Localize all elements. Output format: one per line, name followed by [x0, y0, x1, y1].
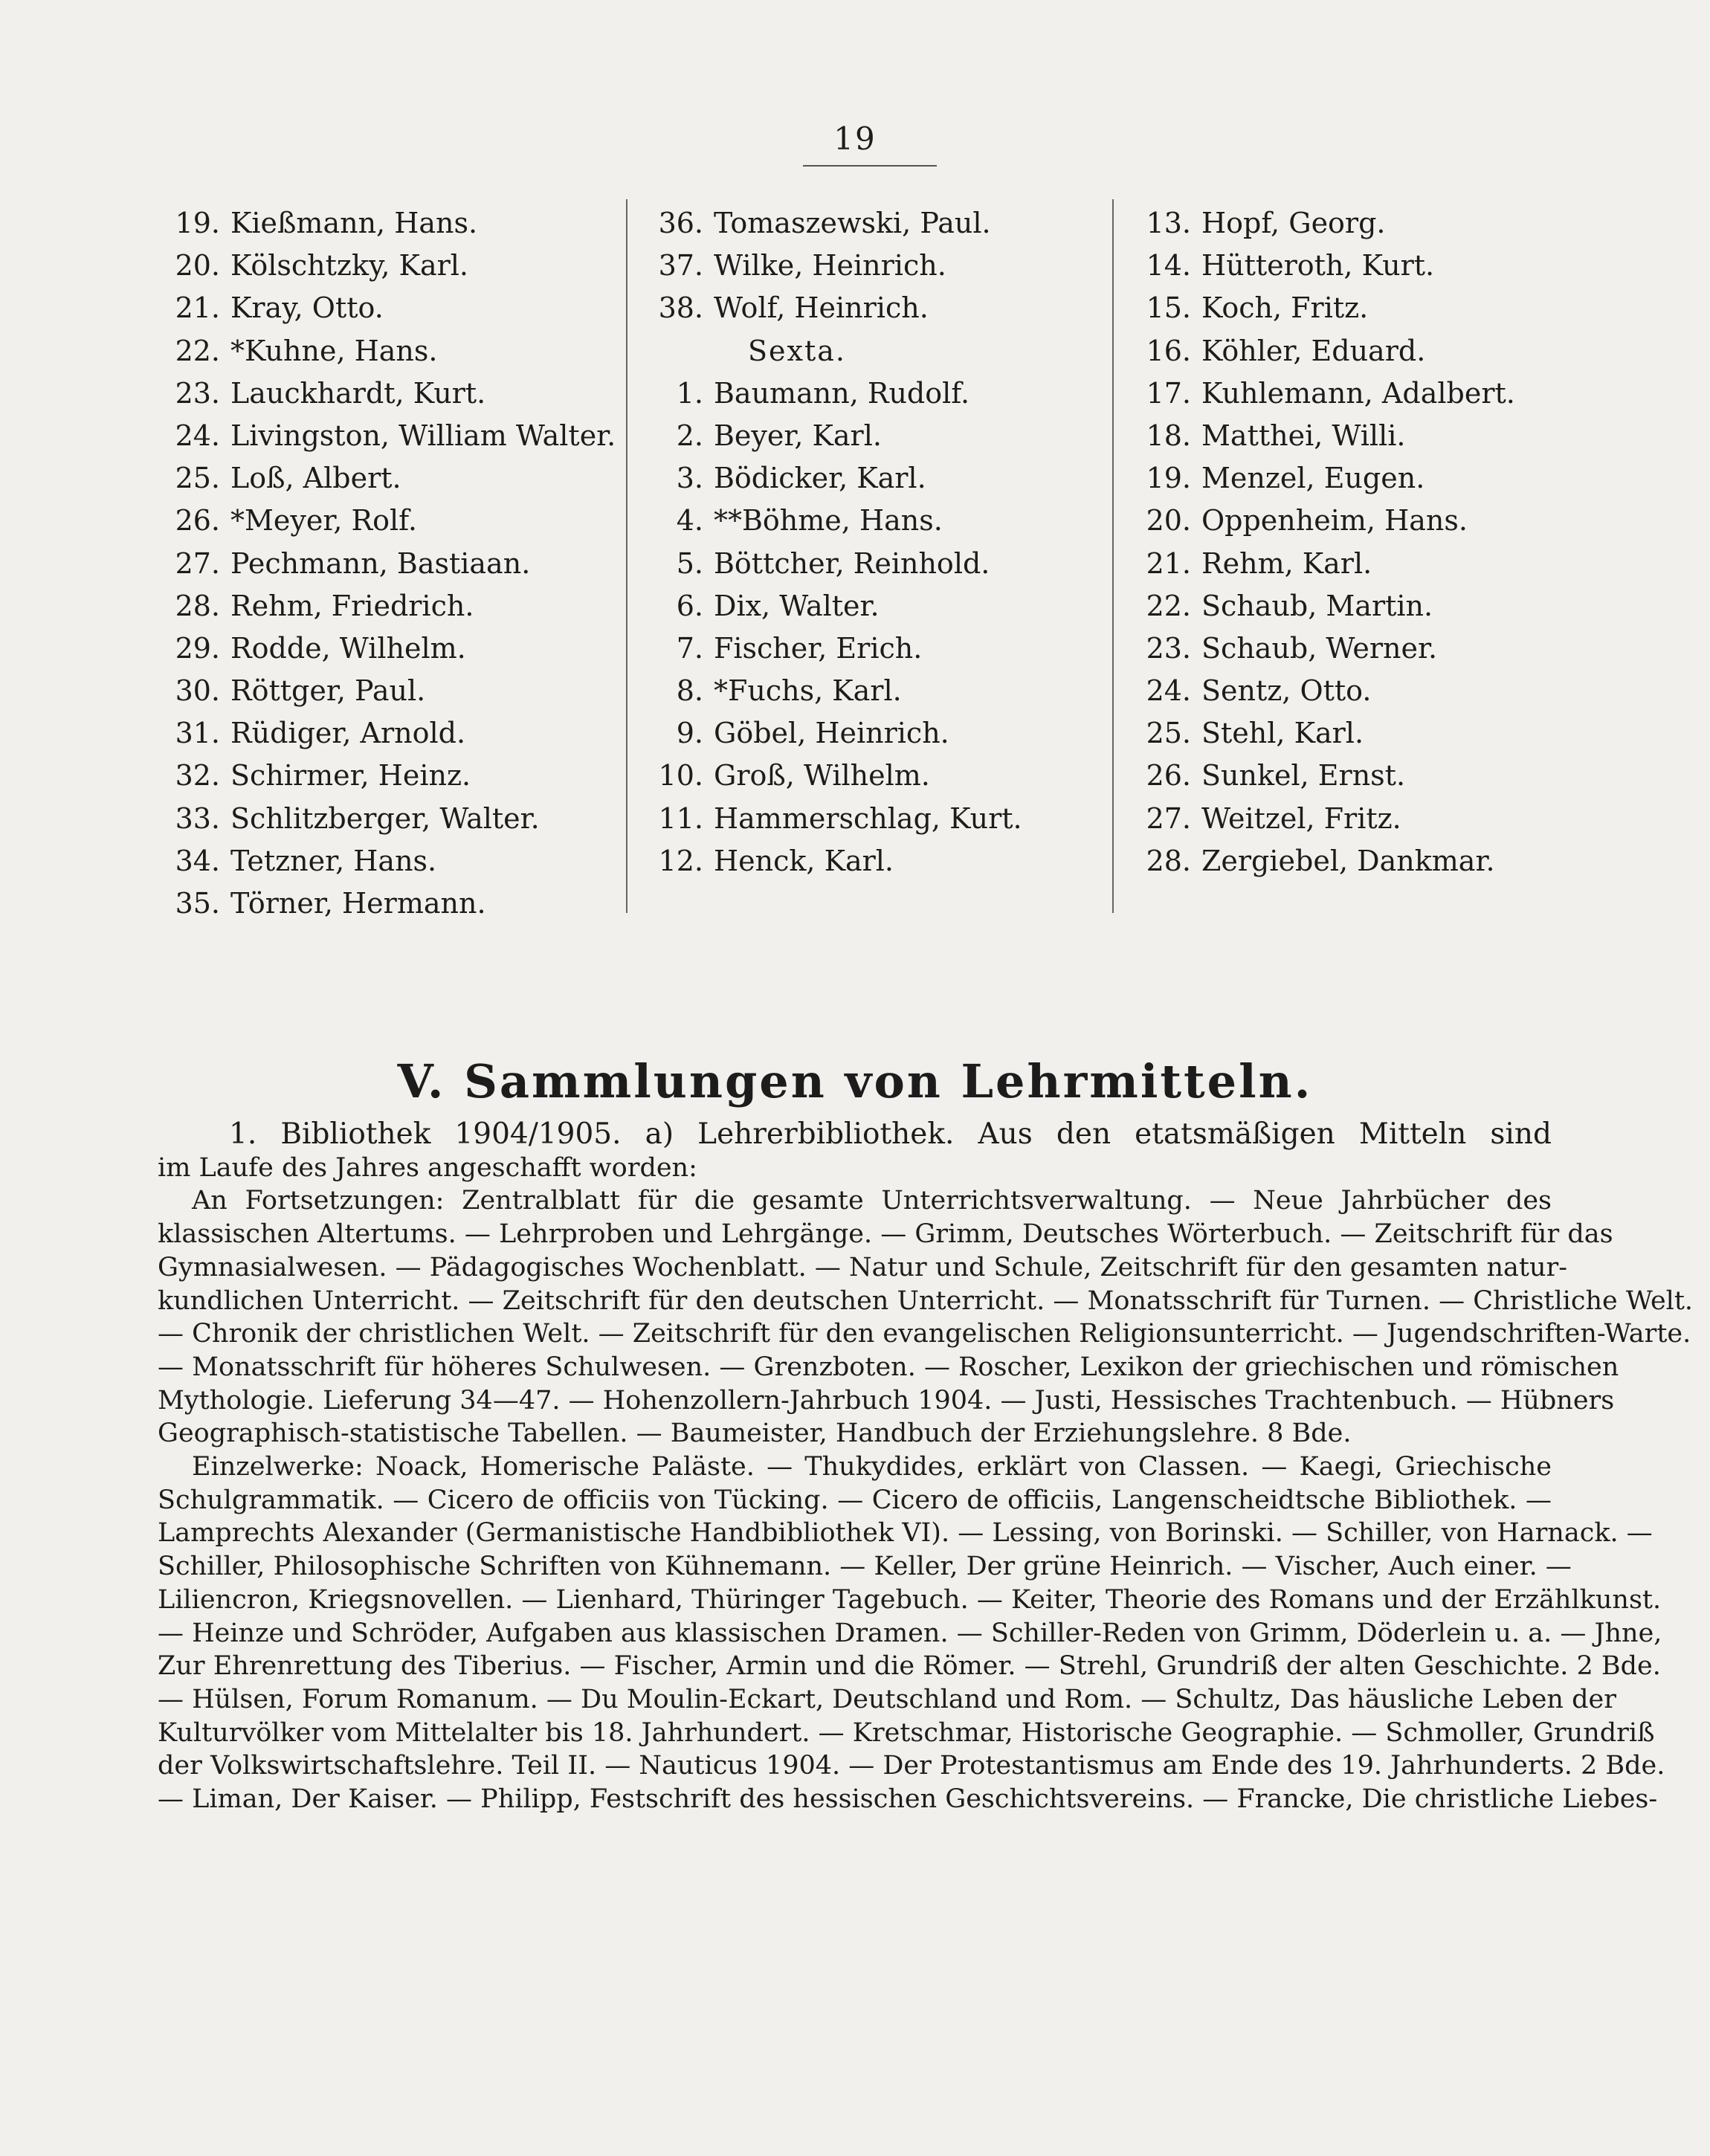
roster-entry	[158, 415, 633, 457]
roster-entry-number: 35.	[175, 887, 220, 920]
roster-entry	[158, 712, 633, 755]
roster-entry-number: 17.	[1146, 376, 1191, 410]
roster-entry-name: Zergiebel, Dankmar.	[1201, 844, 1495, 877]
roster-entry-name: Wilke, Heinrich.	[714, 249, 946, 283]
roster-entry-name: Dix, Walter.	[714, 589, 880, 622]
roster-entry-number: 20.	[1146, 504, 1191, 538]
body-text-line: im Laufe des Jahres angeschafft worden:	[158, 1152, 697, 1183]
roster-entry	[1129, 840, 1604, 882]
body-text-line: Einzelwerke: Noack, Homerische Paläste. — Thukydides, erklärt von Classen. — Kaegi, Griechische	[192, 1452, 1552, 1482]
page-number-rule	[803, 165, 937, 167]
roster-entry-name: *Kuhne, Hans.	[230, 334, 438, 367]
roster-entry-number: 21.	[175, 291, 220, 325]
roster-entry-number: 8.	[676, 674, 703, 708]
roster-entry-number: 19.	[1146, 462, 1191, 495]
roster-entry	[158, 202, 633, 245]
body-text-line: der Volkswirtschaftslehre. Teil II. — Nauticus 1904. — Der Protestantismus am Ende des 19. Jahrhunderts. 2 Bde.	[158, 1751, 1665, 1781]
roster-entry-name: Bödicker, Karl.	[714, 462, 926, 495]
roster-entry	[1129, 457, 1604, 500]
roster-entry	[641, 287, 1117, 329]
page-number: 19	[833, 120, 877, 157]
roster-entry	[641, 840, 1117, 882]
body-text-line: — Liman, Der Kaiser. — Philipp, Festschrift des hessischen Geschichtsvereins. — Francke, Die christliche Liebes-	[158, 1784, 1658, 1815]
body-text-line: Lamprechts Alexander (Germanistische Handbibliothek VI). — Lessing, von Borinski. — Schiller, von Harnack. —	[158, 1518, 1653, 1549]
body-text-line: Schulgrammatik. — Cicero de officiis von Tücking. — Cicero de officiis, Langenscheidtsche Bibliothek. —	[158, 1485, 1552, 1515]
roster-entry-number: 16.	[1146, 334, 1191, 367]
roster-entry-number: 30.	[175, 674, 220, 708]
roster-entry-number: 15.	[1146, 291, 1191, 325]
roster-entry	[641, 500, 1117, 542]
roster-entry	[158, 627, 633, 670]
roster-entry	[641, 627, 1117, 670]
class-heading-sexta: Sexta.	[748, 334, 846, 367]
roster-entry	[1129, 627, 1604, 670]
roster-entry-name: Baumann, Rudolf.	[714, 376, 970, 410]
roster-entry-number: 36.	[658, 207, 703, 239]
roster-entry-name: Röttger, Paul.	[230, 674, 426, 708]
roster-entry-number: 10.	[658, 759, 703, 793]
roster-entry	[1129, 798, 1604, 840]
roster-entry-number: 23.	[175, 376, 220, 410]
body-text-line: — Heinze und Schröder, Aufgaben aus klassischen Dramen. — Schiller-Reden von Grimm, Döderlein u. a. — Jhne,	[158, 1618, 1662, 1648]
roster-entry-name: Kießmann, Hans.	[230, 207, 478, 239]
roster-entry-name: Schlitzberger, Walter.	[230, 801, 540, 835]
roster-entry	[158, 287, 633, 329]
body-text-line: Schiller, Philosophische Schriften von Kühnemann. — Keller, Der grüne Heinrich. — Vischer, Auch einer. —	[158, 1552, 1572, 1582]
roster-entry	[158, 372, 633, 415]
roster-entry-name: Livingston, William Walter.	[230, 419, 616, 452]
section-title: V. Sammlungen von Lehrmitteln.	[397, 1054, 1313, 1108]
roster-entry-name: Groß, Wilhelm.	[714, 759, 930, 793]
roster-entry	[1129, 202, 1604, 245]
roster-entry-name: Rehm, Friedrich.	[230, 589, 474, 622]
roster-column-1	[158, 202, 633, 925]
roster-entry-number: 23.	[1146, 631, 1191, 665]
roster-entry-name: Tomaszewski, Paul.	[714, 207, 991, 239]
roster-entry-number: 28.	[175, 589, 220, 622]
roster-entry-name: Oppenheim, Hans.	[1201, 504, 1468, 538]
body-text-line: — Monatsschrift für höheres Schulwesen. — Grenzboten. — Roscher, Lexikon der griechischen und römischen	[158, 1352, 1619, 1382]
roster-entry-name: Schaub, Werner.	[1201, 631, 1438, 665]
roster-entry-number: 22.	[1146, 589, 1191, 622]
roster-entry-number: 24.	[1146, 674, 1191, 708]
roster-column-3	[1129, 202, 1604, 882]
roster-entry	[641, 202, 1117, 245]
roster-entry-name: Kölschtzky, Karl.	[230, 249, 468, 283]
roster-entry-number: 34.	[175, 844, 220, 877]
roster-entry-number: 21.	[1146, 546, 1191, 580]
roster-entry	[1129, 670, 1604, 712]
roster-entry	[641, 755, 1117, 797]
roster-entry	[158, 245, 633, 287]
roster-entry-name: Rehm, Karl.	[1201, 546, 1372, 580]
roster-entry-number: 5.	[676, 546, 703, 580]
roster-entry-number: 32.	[175, 759, 220, 793]
roster-entry-number: 28.	[1146, 844, 1191, 877]
roster-entry-name: Stehl, Karl.	[1201, 717, 1364, 750]
roster-entry-name: Hopf, Georg.	[1201, 207, 1386, 239]
roster-entry-name: Lauckhardt, Kurt.	[230, 376, 486, 410]
roster-entry-name: Wolf, Heinrich.	[714, 291, 929, 325]
roster-entry-name: Rüdiger, Arnold.	[230, 717, 466, 750]
roster-entry-name: Fischer, Erich.	[714, 631, 923, 665]
roster-entry-number: 13.	[1146, 207, 1191, 239]
roster-entry	[158, 543, 633, 585]
student-roster	[0, 202, 1710, 920]
roster-entry-name: Beyer, Karl.	[714, 419, 882, 452]
roster-entry	[1129, 543, 1604, 585]
roster-entry-name: Sunkel, Ernst.	[1201, 759, 1406, 793]
roster-entry-number: 20.	[175, 249, 220, 283]
body-text-line: Mythologie. Lieferung 34—47. — Hohenzollern-Jahrbuch 1904. — Justi, Hessisches Trachtenbuch. — Hübners	[158, 1385, 1615, 1416]
roster-entry	[158, 457, 633, 500]
roster-entry-number: 26.	[1146, 759, 1191, 793]
roster-entry	[641, 372, 1117, 415]
roster-entry	[641, 415, 1117, 457]
roster-entry-number: 9.	[676, 717, 703, 750]
roster-entry	[158, 670, 633, 712]
roster-entry-number: 25.	[175, 462, 220, 495]
roster-entry-name: Pechmann, Bastiaan.	[230, 546, 531, 580]
roster-entry	[641, 457, 1117, 500]
roster-entry-number: 38.	[658, 291, 703, 325]
roster-entry-name: Koch, Fritz.	[1201, 291, 1369, 325]
roster-entry-name: Rodde, Wilhelm.	[230, 631, 466, 665]
roster-entry-number: 27.	[1146, 801, 1191, 835]
roster-entry-name: Törner, Hermann.	[230, 887, 486, 920]
roster-entry-name: **Böhme, Hans.	[714, 504, 943, 538]
roster-entry-number: 25.	[1146, 717, 1191, 750]
roster-entry-name: Tetzner, Hans.	[230, 844, 437, 877]
roster-entry	[158, 798, 633, 840]
roster-entry-number: 27.	[175, 546, 220, 580]
body-text-line: — Chronik der christlichen Welt. — Zeitschrift für den evangelischen Religionsunterricht. — Jugendschriften-Warte.	[158, 1319, 1691, 1349]
roster-entry-number: 3.	[676, 462, 703, 495]
roster-entry	[1129, 330, 1604, 372]
roster-entry	[1129, 245, 1604, 287]
roster-entry	[158, 882, 633, 925]
roster-entry	[641, 245, 1117, 287]
roster-entry	[641, 798, 1117, 840]
roster-column-2	[641, 202, 1117, 882]
roster-entry-name: Henck, Karl.	[714, 844, 894, 877]
body-text-line: — Hülsen, Forum Romanum. — Du Moulin-Eckart, Deutschland und Rom. — Schultz, Das häusliche Leben der	[158, 1684, 1616, 1714]
roster-entry-name: Weitzel, Fritz.	[1201, 801, 1401, 835]
roster-entry-name: Böttcher, Reinhold.	[714, 546, 990, 580]
roster-entry-number: 2.	[676, 419, 703, 452]
body-text	[158, 1117, 1694, 1816]
roster-column-2-bottom	[641, 372, 1117, 882]
body-text-line: Kulturvölker vom Mittelalter bis 18. Jahrhundert. — Kretschmar, Historische Geographie. — Schmoller, Grundriß	[158, 1717, 1655, 1748]
roster-entry-number: 33.	[175, 801, 220, 835]
roster-entry	[1129, 755, 1604, 797]
roster-entry-number: 19.	[175, 207, 220, 239]
roster-entry-number: 18.	[1146, 419, 1191, 452]
roster-entry-name: *Meyer, Rolf.	[230, 504, 417, 538]
roster-entry-name: Loß, Albert.	[230, 462, 401, 495]
roster-entry-name: Schirmer, Heinz.	[230, 759, 471, 793]
body-text-line: Zur Ehrenrettung des Tiberius. — Fischer, Armin und die Römer. — Strehl, Grundriß der alten Geschichte. 2 Bde.	[158, 1651, 1661, 1682]
roster-entry-name: Menzel, Eugen.	[1201, 462, 1425, 495]
roster-entry-number: 4.	[676, 504, 703, 538]
roster-entry-number: 6.	[676, 589, 703, 622]
roster-entry-number: 1.	[676, 376, 703, 410]
roster-entry-name: Kuhlemann, Adalbert.	[1201, 376, 1515, 410]
roster-entry-number: 31.	[175, 717, 220, 750]
roster-entry-name: Köhler, Eduard.	[1201, 334, 1426, 367]
roster-entry	[641, 670, 1117, 712]
roster-entry-number: 37.	[658, 249, 703, 283]
roster-entry-name: Sentz, Otto.	[1201, 674, 1372, 708]
roster-entry-number: 12.	[658, 844, 703, 877]
roster-entry	[1129, 585, 1604, 627]
body-text-line: Geographisch-statistische Tabellen. — Baumeister, Handbuch der Erziehungslehre. 8 Bde.	[158, 1418, 1352, 1449]
roster-entry	[158, 840, 633, 882]
body-text-line: klassischen Altertums. — Lehrproben und Lehrgänge. — Grimm, Deutsches Wörterbuch. — Zeitschrift für das	[158, 1219, 1613, 1250]
roster-entry	[641, 543, 1117, 585]
roster-entry	[1129, 287, 1604, 329]
roster-entry	[158, 330, 633, 372]
roster-entry-number: 7.	[676, 631, 703, 665]
roster-entry	[1129, 372, 1604, 415]
roster-entry-name: Schaub, Martin.	[1201, 589, 1433, 622]
roster-entry	[1129, 500, 1604, 542]
roster-entry-name: Hütteroth, Kurt.	[1201, 249, 1435, 283]
roster-column-2-top	[641, 202, 1117, 330]
roster-entry	[158, 585, 633, 627]
body-text-line: kundlichen Unterricht. — Zeitschrift für den deutschen Unterricht. — Monatsschrift für Turnen. — Christliche Welt.	[158, 1285, 1694, 1316]
roster-entry	[158, 500, 633, 542]
body-text-line: 1. Bibliothek 1904/1905. a) Lehrerbibliothek. Aus den etatsmäßigen Mitteln sind	[229, 1117, 1552, 1151]
roster-entry-number: 26.	[175, 504, 220, 538]
body-text-line: Liliencron, Kriegsnovellen. — Lienhard, Thüringer Tagebuch. — Keiter, Theorie des Romans und der Erzählkunst.	[158, 1584, 1662, 1615]
roster-entry-name: Göbel, Heinrich.	[714, 717, 949, 750]
roster-entry-name: Kray, Otto.	[230, 291, 384, 325]
roster-entry	[158, 755, 633, 797]
roster-entry-number: 14.	[1146, 249, 1191, 283]
roster-entry	[1129, 415, 1604, 457]
roster-entry-name: *Fuchs, Karl.	[714, 674, 902, 708]
roster-entry	[641, 585, 1117, 627]
body-text-line: Gymnasialwesen. — Pädagogisches Wochenblatt. — Natur und Schule, Zeitschrift für den gesamten natur-	[158, 1252, 1568, 1282]
roster-entry	[1129, 712, 1604, 755]
roster-entry	[641, 712, 1117, 755]
roster-entry-number: 11.	[658, 801, 703, 835]
roster-entry-name: Matthei, Willi.	[1201, 419, 1406, 452]
roster-entry-number: 29.	[175, 631, 220, 665]
roster-entry-name: Hammerschlag, Kurt.	[714, 801, 1022, 835]
body-text-line: An Fortsetzungen: Zentralblatt für die gesamte Unterrichtsverwaltung. — Neue Jahrbücher des	[192, 1186, 1552, 1216]
roster-entry-number: 22.	[175, 334, 220, 367]
roster-entry-number: 24.	[175, 419, 220, 452]
